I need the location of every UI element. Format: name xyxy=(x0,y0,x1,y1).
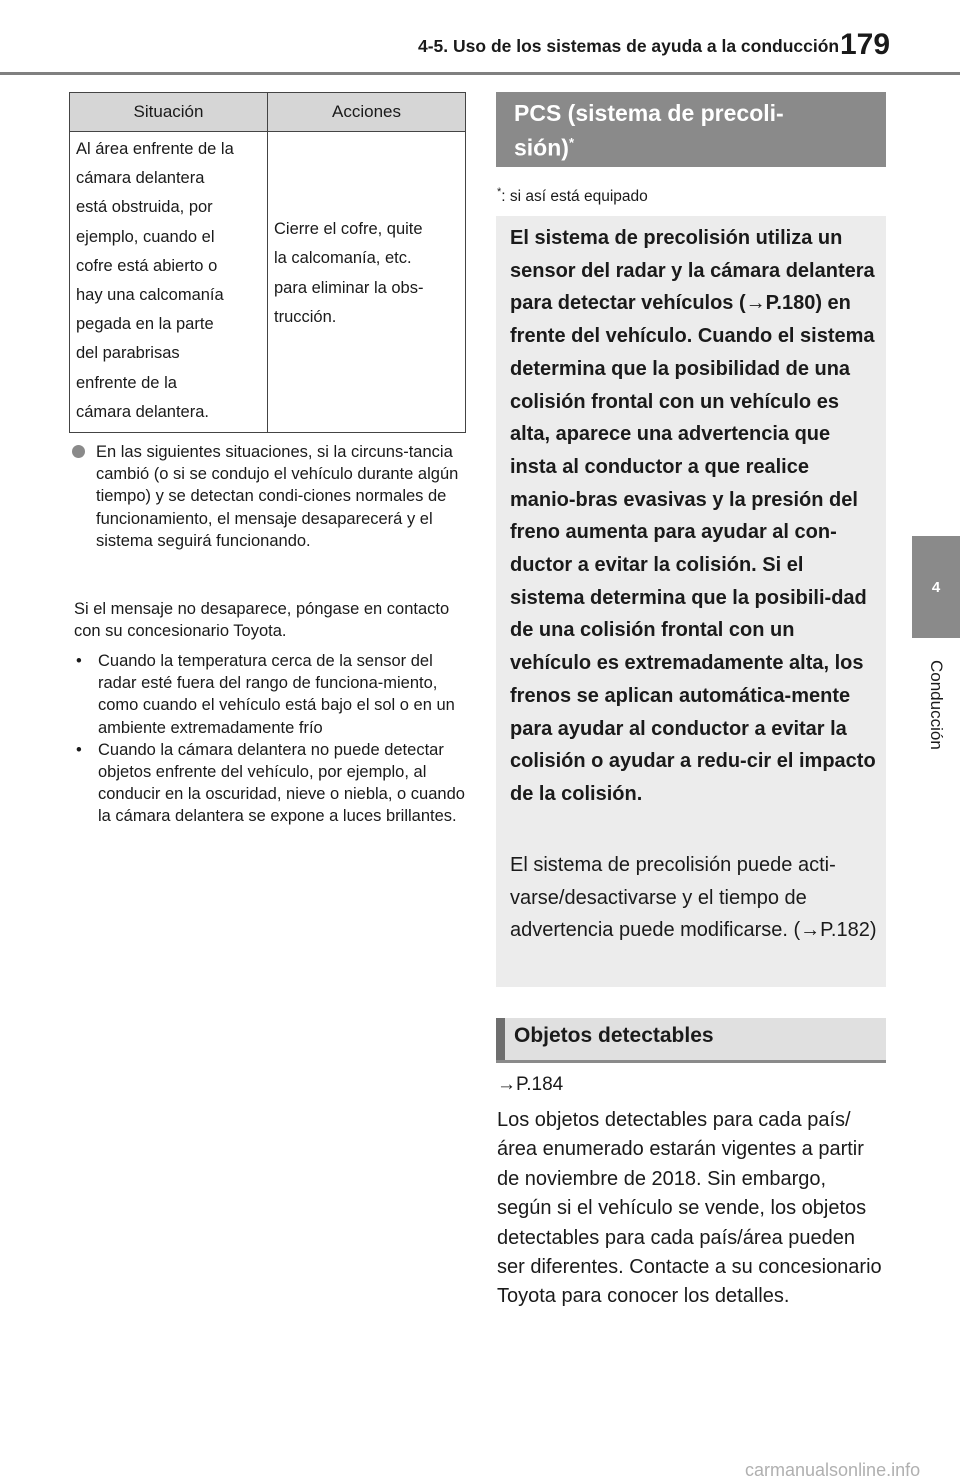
page-reference: →P.184 xyxy=(497,1074,564,1095)
cell-line: cámara delantera. xyxy=(76,402,209,421)
contact-paragraph: Si el mensaje no desaparece, póngase en contacto con su concesionario Toyota. xyxy=(74,600,450,641)
page-number: 179 xyxy=(840,28,891,61)
objects-paragraph: Los objetos detectables para cada país/área enumerado estarán vigentes a partir de noviembre de 2018. Sin embargo, según si el vehículo se vende, los objetos detectables para cada país/área pueden ser diferentes. Contacte a su concesionario Toyota para conocer los detalles. xyxy=(497,1109,882,1308)
pcs-settings-note: El sistema de precolisión puede acti-varse/desactivarse y el tiempo de advertencia puede modificarse. (→P.182) xyxy=(510,854,877,942)
footnote-text: : si así está equipado xyxy=(501,188,648,206)
section-title: 4-5. Uso de los sistemas de ayuda a la conducción xyxy=(418,36,840,56)
table-cell-situacion xyxy=(70,132,268,432)
table-header xyxy=(70,93,465,132)
pcs-info-box xyxy=(496,216,886,987)
cell-line: cofre está abierto o xyxy=(76,256,218,275)
cell-line: pegada en la parte xyxy=(76,315,214,334)
watermark: carmanualsonline.info xyxy=(745,1460,921,1480)
chapter-label: Conducción xyxy=(927,660,946,750)
header-divider xyxy=(0,72,960,75)
pcs-description: El sistema de precolisión utiliza un sensor del radar y la cámara delantera para detectar vehículos (→P.180) en frente del vehículo. Cuando el sistema determina que la posibilidad de una colisión frontal con un vehículo es alta, aparece una advertencia que insta al conductor a que realice manio-bras evasivas y la presión del freno aumenta para ayudar al con-ductor a evitar la colisión. Si el sistema determina que la posibili-dad de una colisión frontal con un vehículo es extremadamente alta, los frenos se aplican automática-mente para ayudar al conductor a evitar la colisión o ayudar a redu-cir el impacto de la colisión. xyxy=(510,227,876,805)
cell-line: está obstruida, por xyxy=(76,198,213,217)
bullet-paragraph xyxy=(72,441,464,552)
objects-heading-title: Objetos detectables xyxy=(514,1024,714,1047)
conditions-list xyxy=(74,650,466,828)
table-header-situacion: Situación xyxy=(70,93,268,131)
cell-line: Al área enfrente de la xyxy=(76,140,234,158)
list-item: • Cuando la temperatura cerca de la sensor del radar esté fuera del rango de funciona-miento, como cuando el vehículo está bajo el sol o en un ambiente extremadamente frío xyxy=(74,650,466,739)
chapter-label-container xyxy=(912,640,960,770)
cell-line: del parabrisas xyxy=(76,344,180,363)
cell-line: la calcomanía, etc. xyxy=(274,249,412,268)
chapter-number: 4 xyxy=(931,578,941,596)
cell-line: Cierre el cofre, quite xyxy=(274,220,423,239)
cell-line: trucción. xyxy=(274,307,337,326)
table-row xyxy=(70,132,465,432)
cell-line: para eliminar la obs- xyxy=(274,278,424,297)
acciones-text xyxy=(274,215,423,332)
cell-line: enfrente de la xyxy=(76,373,177,392)
cell-line: ejemplo, cuando el xyxy=(76,227,215,246)
pcs-heading-line2: sión) xyxy=(514,134,569,161)
pcs-heading-asterisk: * xyxy=(568,135,575,150)
cell-line: hay una calcomanía xyxy=(76,286,224,305)
pcs-heading-line1: PCS (sistema de precoli- xyxy=(514,100,784,126)
pcs-heading-title xyxy=(514,98,784,163)
table-cell-acciones xyxy=(268,132,465,432)
chapter-tab xyxy=(912,536,960,638)
heading-accent-bar xyxy=(496,1018,505,1060)
pcs-heading xyxy=(496,92,886,167)
objects-heading xyxy=(496,1018,886,1063)
footnote xyxy=(497,186,648,206)
footnote-asterisk: * xyxy=(497,186,502,198)
list-item: • Cuando la cámara delantera no puede detectar objetos enfrente del vehículo, por ejemplo, al conducir en la oscuridad, nieve o niebla, o cuando la cámara delantera se expone a luces brillantes. xyxy=(74,739,466,828)
bullet-text: En las siguientes situaciones, si la circuns-tancia cambió (o si se condujo el vehículo durante algún tiempo) y se detectan condi-ciones normales de funcionamiento, el mensaje desaparecerá y el sistema seguirá funcionando. xyxy=(96,443,459,550)
table-header-acciones: Acciones xyxy=(332,102,401,121)
cell-line: cámara delantera xyxy=(76,169,205,188)
situation-actions-table xyxy=(69,92,466,433)
bullet-dot-icon xyxy=(72,445,85,458)
